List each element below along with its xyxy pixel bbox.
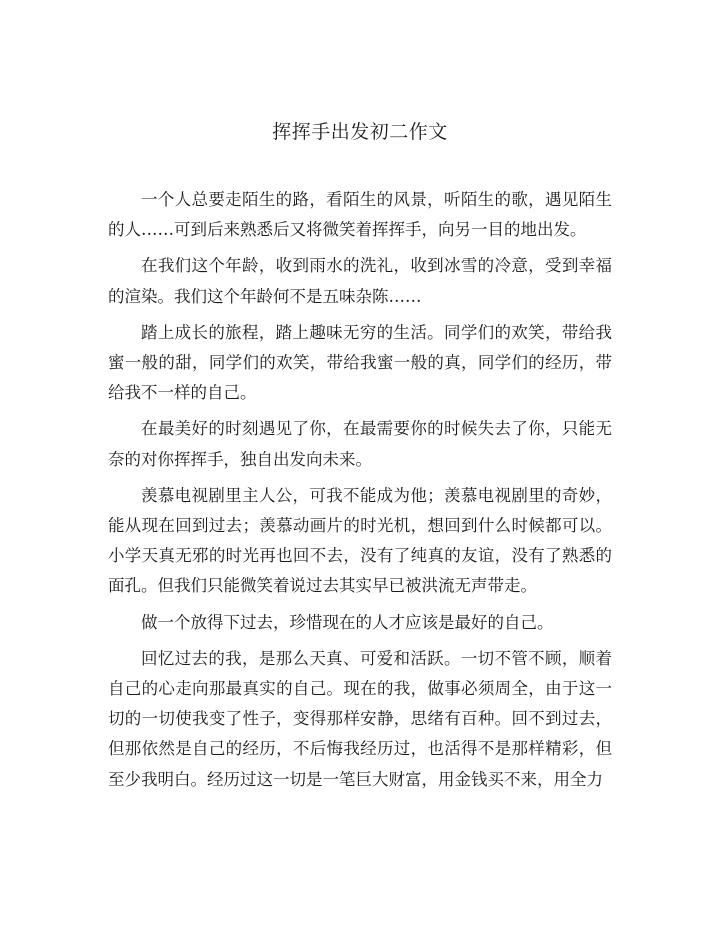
paragraph: 在最美好的时刻遇见了你，在最需要你的时候失去了你，只能无奈的对你挥挥手，独自出发向未来。 xyxy=(108,419,612,469)
paragraph: 羡慕电视剧里主人公，可我不能成为他；羡慕电视剧里的奇妙，能从现在回到过去；羡慕动画片的时光机，想回到什么时候都可以。小学天真无邪的时光再也回不去，没有了纯真的友谊，没有了熟悉的面孔。但我们只能微笑着说过去其实早已被洪流无声带走。 xyxy=(108,485,612,596)
document-title: 挥挥手出发初二作文 xyxy=(272,121,448,143)
paragraph: 回忆过去的我，是那么天真、可爱和活跃。一切不管不顾，顺着自己的心走向那最真实的自己。现在的我，做事必须周全，由于这一切的一切使我变了性子，变得那样安静，思绪有百种。回不到过去，但那依然是自己的经历，不后悔我经历过，也活得不是那样精彩，但至少我明白。经历过这一切是一笔巨大财富，用金钱买不来，用全力 xyxy=(108,648,612,789)
paragraph: 一个人总要走陌生的路，看陌生的风景，听陌生的歌，遇见陌生的人……可到后来熟悉后又将微笑着挥挥手，向另一目的地出发。 xyxy=(108,190,612,240)
document-body xyxy=(108,185,612,801)
paragraph: 在我们这个年龄，收到雨水的洗礼，收到冰雪的冷意，受到幸福的渲染。我们这个年龄何不是五味杂陈…… xyxy=(108,256,612,306)
paragraph: 踏上成长的旅程，踏上趣味无穷的生活。同学们的欢笑，带给我蜜一般的甜，同学们的欢笑，带给我蜜一般的真，同学们的经历，带给我不一样的自己。 xyxy=(108,322,612,403)
paragraph: 做一个放得下过去，珍惜现在的人才应该是最好的自己。 xyxy=(141,612,554,632)
